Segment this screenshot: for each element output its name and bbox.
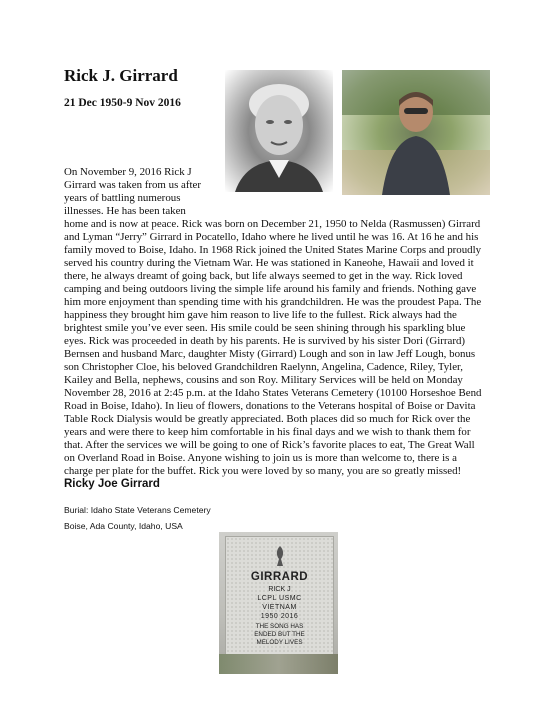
headstone-years: 1950 2016 (260, 613, 299, 620)
emblem-icon (270, 545, 290, 567)
older-portrait-image (342, 70, 490, 195)
obituary-intro: On November 9, 2016 Rick J Girrard was taken from us after years of battling numerous illnesses. He has been taken (64, 166, 201, 217)
burial-cemetery: Burial: Idaho State Veterans Cemetery (64, 505, 211, 515)
life-dates: 21 Dec 1950-9 Nov 2016 (64, 97, 181, 109)
headstone-epitaph-line: THE SONG HAS (255, 623, 304, 630)
obituary-title: Rick J. Girrard (64, 66, 178, 85)
headstone-war: VIETNAM (262, 604, 297, 611)
young-portrait-image (225, 70, 333, 192)
headstone-ground (219, 654, 338, 674)
burial-location: Boise, Ada County, Idaho, USA (64, 521, 183, 531)
headstone-face (225, 536, 334, 656)
headstone-rank: LCPL USMC (257, 595, 302, 602)
young-portrait-photo (225, 70, 333, 192)
headstone-given-name: RICK J (268, 586, 291, 593)
headstone-photo (219, 532, 338, 674)
older-portrait-photo (342, 70, 490, 195)
headstone-surname: GIRRARD (250, 571, 309, 583)
headstone-epitaph-line: ENDED BUT THE (254, 631, 305, 638)
obituary-body: home and is now at peace. Rick was born on December 21, 1950 to Nelda (Rasmussen) Girrard and Lyman “Jerry” Girrard in Pocatello, Idaho where he lived until he was 16. At 16 he and his family moved to Boise, Idaho. In 1968 Rick joined the United States Marine Corps and proudly served his country during the Vietnam War. He was stationed in Kaneohe, Hawaii and loved it there, he always dreamt of going back, but life always seemed to get in the way. Rick loved camping and being outdoors living the simple life around his family and friends. Nothing gave him more enjoyment than spending time with his grandchildren. He was the proudest Papa. The happiness they brought him gave him reason to live life to the fullest. Rick always had the brightest smile you’ve ever seen. His smile could be seen shining through his sparkling blue eyes. Rick was proceeded in death by his parents. He is survived by his sister Dori (Girrard) Bernsen and husband Marc, daughter Misty (Girrard) Lough and son in law Jeff Lough, bonus son Christopher Cloe, his beloved Grandchildren Raelynn, Angelina, Cadence, Riley, Tyler, Kailey and Bella, nephews, cousins and son Roy. Military Services will be held on Monday November 28, 2016 at 2:45 p.m. at the Idaho States Veterans Cemetery (10100 Horseshoe Bend Road in Boise, Idaho). In lieu of flowers, donations to the Veterans hospital of Boise or Davita Table Rock Dialysis would be greatly appreciated. Both places did so much for Rick over the years and were there to keep him comfortable in his final days and we wish to thank them for that. After the services we will be going to one of Rick’s favorite places to eat, The Great Wall on Overland Road in Boise. Anyone wishing to join us is more than welcome to, there is a charge per plate for the buffet. Rick you were loved by so many, you are so greatly missed! (64, 218, 482, 477)
memorial-name-heading: Ricky Joe Girrard (64, 478, 160, 490)
headstone-epitaph-line: MELODY LIVES (256, 639, 303, 646)
burial-info (64, 502, 211, 534)
